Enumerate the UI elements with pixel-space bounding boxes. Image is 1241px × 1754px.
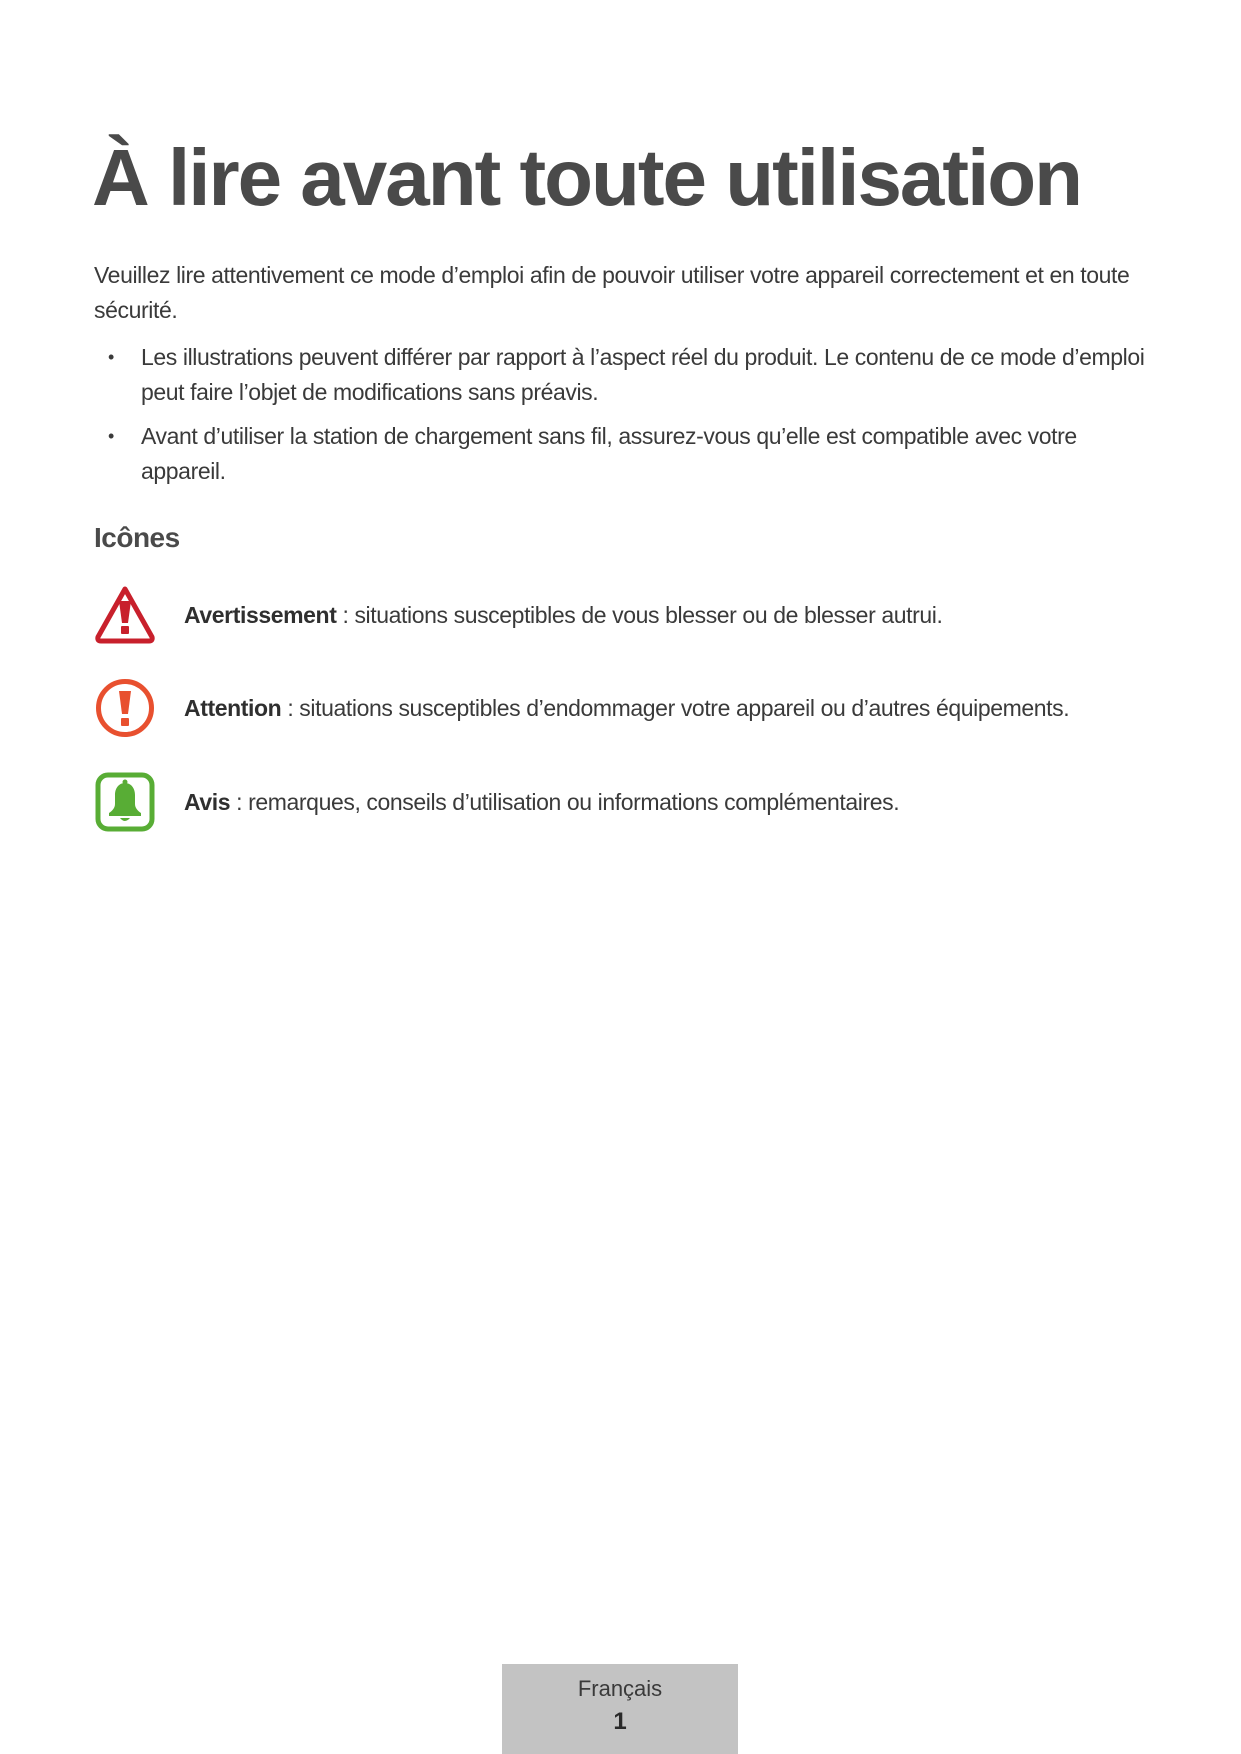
page-footer <box>502 1664 738 1754</box>
icon-legend-term: Attention <box>184 694 282 721</box>
icon-legend-caution <box>94 677 1174 739</box>
notice-bell-icon <box>94 771 156 833</box>
intro-paragraph: Veuillez lire attentivement ce mode d’emploi afin de pouvoir utiliser votre appareil correctement et en toute sécurité. <box>94 262 1130 323</box>
icon-legend-text <box>184 789 899 816</box>
warning-triangle-icon <box>94 584 156 646</box>
notes-list <box>94 340 1154 498</box>
icon-legend-description: : remarques, conseils d’utilisation ou informations complémentaires. <box>230 788 900 815</box>
icon-legend-text <box>184 695 1069 722</box>
list-item-text: Les illustrations peuvent différer par rapport à l’aspect réel du produit. Le contenu de ce mode d’emploi peut faire l’objet de modifications sans préavis. <box>141 344 1145 405</box>
icon-legend-description: : situations susceptibles de vous blesser ou de blesser autrui. <box>336 601 943 628</box>
list-item <box>94 340 1154 410</box>
list-item <box>94 419 1154 489</box>
page-number: 1 <box>613 1708 627 1735</box>
icon-legend-warning <box>94 584 1174 646</box>
page-title: À lire avant toute utilisation <box>92 133 1082 222</box>
icon-legend-notice <box>94 771 1174 833</box>
bullet-icon: • <box>108 347 114 367</box>
footer-language: Français <box>577 1676 663 1701</box>
icon-legend-term: Avertissement <box>184 601 337 628</box>
icons-section-heading: Icônes <box>94 522 180 553</box>
caution-circle-icon <box>94 677 156 739</box>
icon-legend-description: : situations susceptibles d’endommager votre appareil ou d’autres équipements. <box>281 694 1070 721</box>
icon-legend-term: Avis <box>184 788 231 815</box>
list-item-text: Avant d’utiliser la station de chargement sans fil, assurez-vous qu’elle est compatible avec votre appareil. <box>141 423 1077 484</box>
bullet-icon: • <box>108 426 114 446</box>
icon-legend-text <box>184 602 942 629</box>
